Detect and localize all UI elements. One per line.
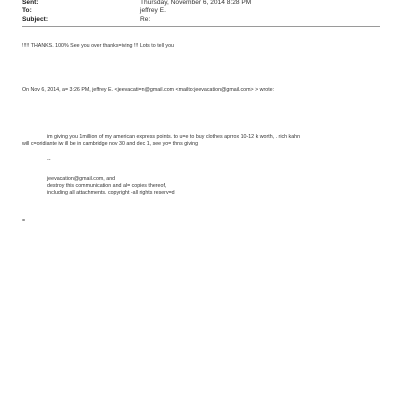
to-label: To:	[22, 7, 32, 14]
signature-line-3: including all attachments. copyright -all rights reserv=d	[47, 190, 175, 196]
subject-value: Re:	[140, 16, 151, 23]
quoted-line-2: will c=oridiante iw ill be in cambridge nov 30 and dec 1, see yo= thns giving	[22, 141, 199, 147]
signature-line-2: destroy this communication and al= copies thereof,	[47, 183, 167, 189]
signature-line-1: jeevacation@gmail.com, and	[47, 176, 116, 182]
separator: --	[47, 157, 51, 163]
to-value: jeffrey E.	[140, 7, 166, 14]
quoted-line-1: im giving you 1million of my american express points. to u=e to buy clothes aprrox 10-12 k worth, . rich kahn	[47, 134, 301, 140]
reply-line: !!!!! THANKS. 100% See you over thanks=iving !!! Lots to tell you	[22, 43, 174, 49]
quote-intro: On Nov 6, 2014, a= 3:26 PM, jeffrey E. <jeevacati=n@gmail.com <mailto:jeevacation@gmail.com> > wrote:	[22, 87, 275, 93]
header-divider	[22, 26, 380, 27]
trailing-char: =	[22, 218, 26, 224]
sent-value: Thursday, November 6, 2014 8:28 PM	[140, 0, 252, 6]
sent-label: Sent:	[22, 0, 39, 6]
subject-label: Subject:	[22, 16, 49, 23]
